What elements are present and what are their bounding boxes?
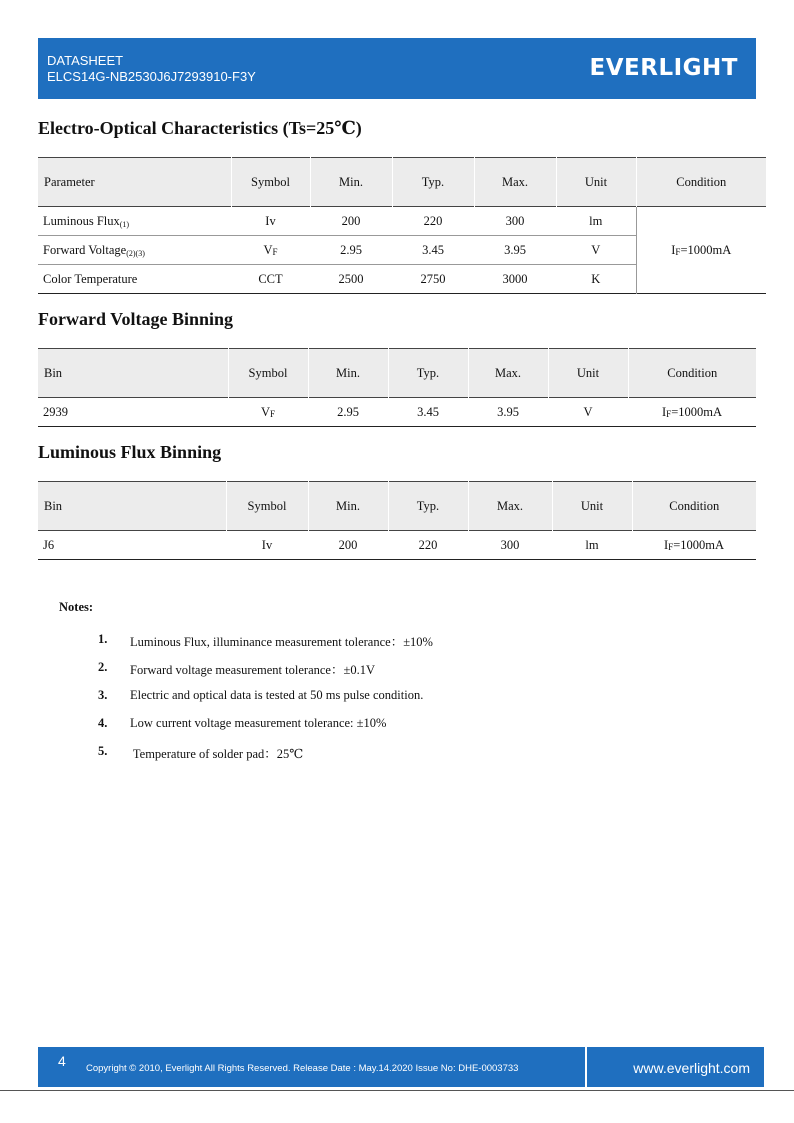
col-header: Condition (632, 482, 756, 531)
typ-cell: 2750 (420, 271, 446, 286)
max-cell: 3.95 (497, 404, 519, 419)
bin-cell: J6 (43, 537, 55, 552)
header-part-number: ELCS14G-NB2530J6J7293910-F3Y (47, 69, 256, 84)
col-header: Max. (474, 158, 556, 207)
section-title-luminous-flux-binning: Luminous Flux Binning (38, 442, 222, 462)
footer-divider (585, 1047, 587, 1087)
col-header: Condition (636, 158, 766, 207)
min-cell: 2.95 (310, 236, 392, 265)
table-row (38, 531, 756, 560)
copyright-text: Copyright © 2010, Everlight All Rights Reserved. Release Date : May.14.2020 Issue No: DHE-0003733 (86, 1063, 519, 1074)
everlight-logo: EVERLIGHT (589, 55, 738, 81)
table-header-row (38, 349, 756, 398)
col-header: Unit (548, 349, 628, 398)
page-bottom-rule (0, 1090, 794, 1091)
document-footer (38, 1047, 764, 1087)
typ-cell: 220 (392, 207, 474, 236)
condition-cell: $I_F=1000mA$ (664, 537, 724, 552)
col-header: Bin (44, 498, 63, 513)
website-link[interactable]: www.everlight.com (633, 1060, 750, 1076)
symbol-cell: $V_F$ (260, 404, 276, 419)
param-cell: Forward Voltage$_{(2)(3)}$ (38, 236, 231, 265)
unit-cell: lm (556, 207, 636, 236)
col-header: Condition (628, 349, 756, 398)
col-header: Symbol (228, 349, 308, 398)
col-header: Min. (310, 158, 392, 207)
col-header: Typ. (392, 158, 474, 207)
col-header: Typ. (388, 482, 468, 531)
param-cell: Color Temperature (43, 271, 138, 286)
forward-voltage-binning-table (38, 348, 756, 427)
col-header: Min. (308, 482, 388, 531)
col-header: Unit (556, 158, 636, 207)
page-number: 4 (58, 1053, 66, 1069)
col-header: Typ. (388, 349, 468, 398)
symbol-cell: Iv (261, 537, 273, 552)
unit-cell: lm (585, 537, 599, 552)
table-row (38, 207, 766, 236)
min-cell: 2.95 (337, 404, 359, 419)
max-cell: 3.95 (474, 236, 556, 265)
typ-cell: 3.45 (417, 404, 439, 419)
col-header: Parameter (44, 174, 95, 189)
unit-cell: V (556, 236, 636, 265)
col-header: Min. (308, 349, 388, 398)
luminous-flux-binning-table (38, 481, 756, 560)
symbol-cell: $V_F$ (231, 236, 310, 265)
col-header: Symbol (231, 158, 310, 207)
min-cell: 200 (338, 537, 358, 552)
col-header: Symbol (226, 482, 308, 531)
section-title-electro-optical: Electro-Optical Characteristics (Ts=25℃) (38, 118, 362, 138)
min-cell: 2500 (338, 271, 364, 286)
param-cell: Luminous Flux$_{(1)}$ (38, 207, 231, 236)
typ-cell: 3.45 (392, 236, 474, 265)
table-header-row (38, 158, 766, 207)
unit-cell: K (591, 271, 601, 286)
symbol-cell: CCT (258, 271, 283, 286)
electro-optical-table (38, 157, 766, 294)
typ-cell: 220 (418, 537, 438, 552)
table-row (38, 398, 756, 427)
table-header-row (38, 482, 756, 531)
condition-cell: $I_F=1000mA$ (636, 207, 766, 294)
document-header (38, 38, 756, 99)
header-doc-type: DATASHEET (47, 53, 124, 68)
bin-cell: 2939 (43, 404, 68, 419)
col-header: Unit (552, 482, 632, 531)
section-title-forward-voltage-binning: Forward Voltage Binning (38, 309, 234, 329)
col-header: Max. (468, 349, 548, 398)
condition-cell: $I_F=1000mA$ (662, 404, 722, 419)
max-cell: 300 (474, 207, 556, 236)
col-header: Bin (44, 365, 63, 380)
min-cell: 200 (310, 207, 392, 236)
max-cell: 300 (500, 537, 520, 552)
notes-heading: Notes: (59, 600, 94, 614)
col-header: Max. (468, 482, 552, 531)
symbol-cell: Iv (231, 207, 310, 236)
max-cell: 3000 (502, 271, 528, 286)
unit-cell: V (583, 404, 593, 419)
